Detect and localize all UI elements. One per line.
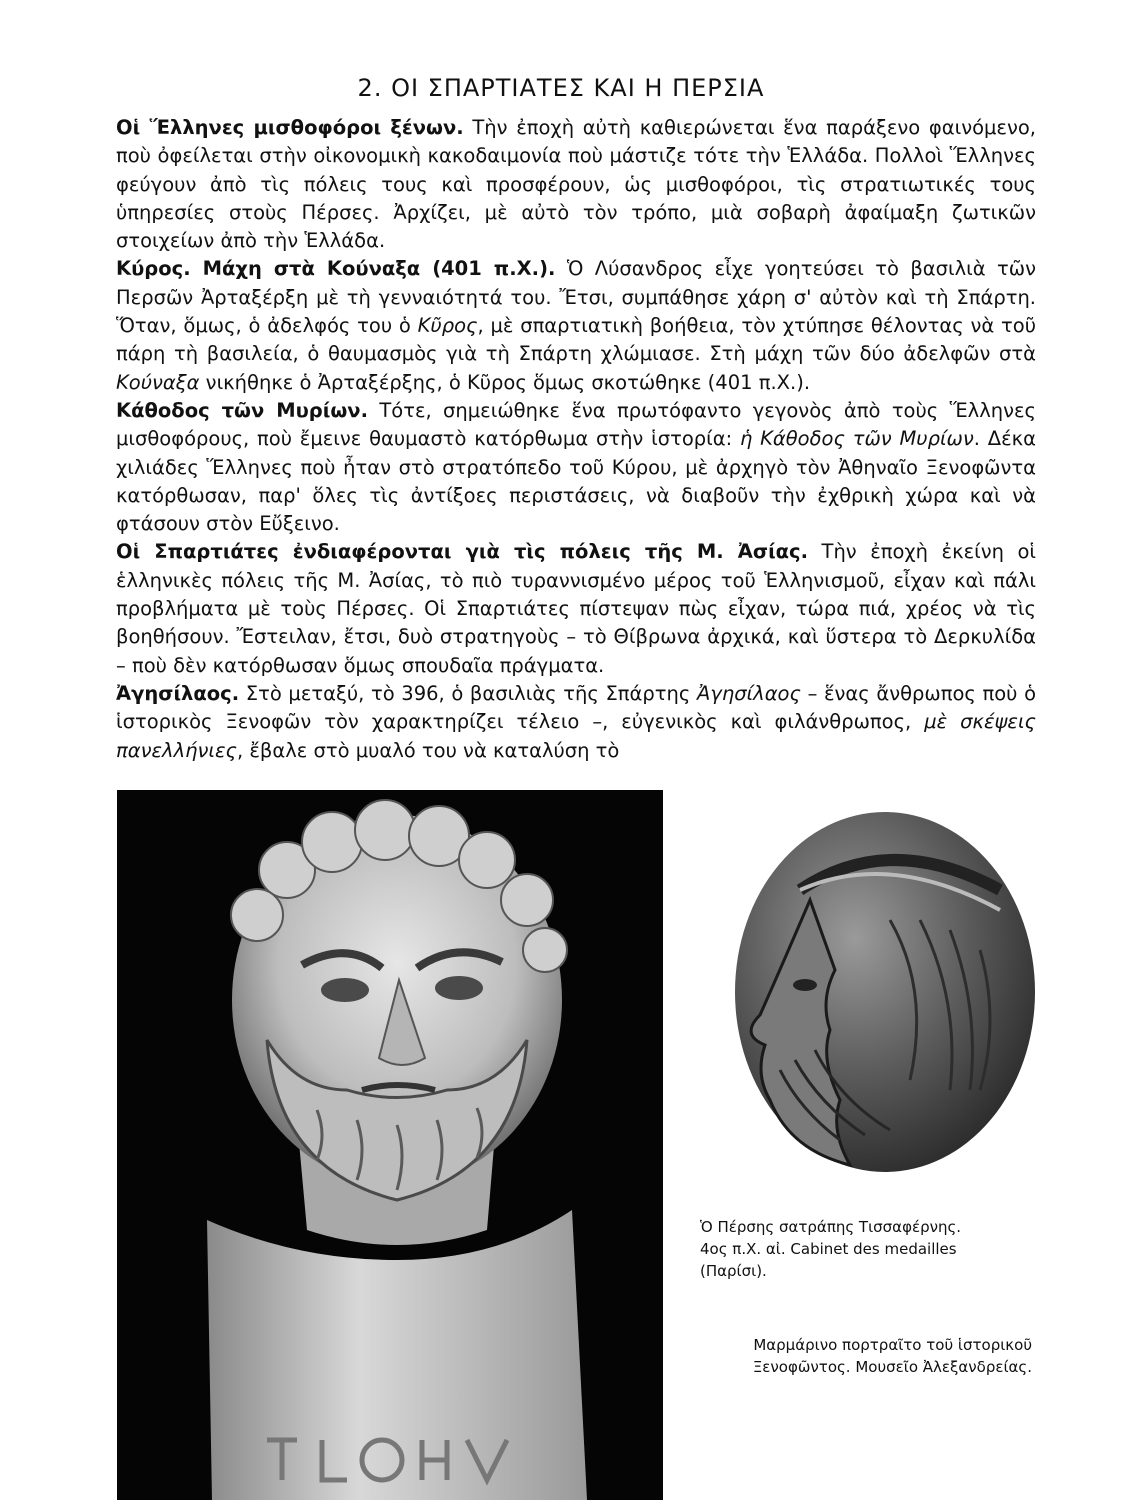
paragraph-heading: Κύρος. Μάχη στὰ Κούναξα (401 π.Χ.). — [116, 257, 556, 281]
paragraph-text: . Δέκα χιλιάδες Ἕλληνες ποὺ ἦταν στὸ στρατόπεδο τοῦ Κύρου, μὲ ἀρχηγὸ τὸν Ἀθηναῖο Ξενοφῶντα κατόρθωσαν, παρ' ὅλες τὶς ἀντίξοες περιστάσεις, νὰ διαβοῦν τὴν ἐχθρικὴ χώρα καὶ νὰ φτάσουν στὸν Εὔξεινο. — [116, 427, 1037, 536]
paragraph-ten-thousand — [116, 397, 1036, 538]
paragraph-text: – ἕνας ἄνθρωπος ποὺ ὁ ἱστορικὸς Ξενοφῶν τὸν χαρακτηρίζει τέλειο –, εὐγενικὸς καὶ φιλάνθρωπος, — [116, 681, 1037, 734]
tissaphernes-coin — [700, 800, 1040, 1200]
paragraph-text: , ἔβαλε στὸ μυαλό του νὰ καταλύση τὸ — [236, 738, 620, 762]
caption-line: Ὁ Πέρσης σατράπης Τισσαφέρνης. — [700, 1218, 962, 1236]
paragraph-mercenaries — [116, 114, 1036, 255]
caption-line: 4ος π.Χ. αἰ. Cabinet des medailles — [700, 1240, 957, 1258]
italic-term: Ἀγησίλαος — [696, 681, 801, 705]
paragraph-heading: Οἱ Σπαρτιάτες ἐνδιαφέρονται γιὰ τὶς πόλεις τῆς Μ. Ἀσίας. — [116, 540, 809, 564]
paragraph-text: νικήθηκε ὁ Ἀρταξέρξης, ὁ Κῦρος ὅμως σκοτώθηκε (401 π.Χ.). — [199, 370, 811, 394]
caption-line: (Παρίσι). — [700, 1262, 767, 1280]
bust-illustration — [117, 790, 663, 1500]
paragraph-text: Στὸ μεταξύ, τὸ 396, ὁ βασιλιὰς τῆς Σπάρτης — [239, 681, 697, 705]
caption-line: Μαρμάρινο πορτραῖτο τοῦ ἱστορικοῦ — [753, 1336, 1032, 1354]
paragraph-text: Τὴν ἐποχὴ αὐτὴ καθιερώνεται ἕνα παράξενο φαινόμενο, ποὺ ὀφείλεται στὴν οἰκονομικὴ κακοδαιμονία ποὺ μάστιζε τότε τὴν Ἑλλάδα. Πολλοὶ Ἕλληνες φεύγουν ἀπὸ τὶς πόλεις τους καὶ προσφέρουν, ὡς μισθοφόροι, τὶς στρατιωτικές τους ὑπηρεσίες στοὺς Πέρσες. Ἀρχίζει, μὲ αὐτὸ τὸν τρόπο, μιὰ σοβαρὴ ἀφαίμαξη ζωτικῶν στοιχείων ἀπὸ τὴν Ἑλλάδα. — [116, 116, 1036, 253]
paragraph-asia-minor — [116, 538, 1036, 679]
paragraph-cyrus — [116, 255, 1036, 396]
paragraph-text: Τότε, σημειώθηκε ἕνα πρωτόφαντο γεγονὸς ἀπὸ τοὺς Ἕλληνες μισθοφόρους, ποὺ ἔμεινε θαυμαστὸ κατόρθωμα στὴν ἱστορία: — [116, 398, 1036, 451]
paragraph-text: Τὴν ἐποχὴ ἐκείνη οἱ ἑλληνικὲς πόλεις τῆς Μ. Ἀσίας, τὸ πιὸ τυραννισμένο μέρος τοῦ Ἑλληνισμοῦ, εἶχαν καὶ πάλι προβλήματα μὲ τοὺς Πέρσες. Οἱ Σπαρτιάτες πίστεψαν πὼς εἶχαν, τώρα πιά, χρέος νὰ τὶς βοηθήσουν. Ἔστειλαν, ἔτσι, δυὸ στρατηγοὺς – τὸ Θίβρωνα ἀρχικά, καὶ ὕστερα τὸ Δερκυλίδα – ποὺ δὲν κατόρθωσαν ὅμως σπουδαῖα πράγματα. — [116, 540, 1036, 677]
paragraph-agesilaus — [116, 680, 1036, 765]
paragraph-text: Ὁ Λύσανδρος εἶχε γοητεύσει τὸ βασιλιὰ τῶν Περσῶν Ἀρταξέρξη μὲ τὴ γενναιότητά του. Ἔτσι, συμπάθησε χάρη σ' αὐτὸν καὶ τὴ Σπάρτη. Ὅταν, ὅμως, ὁ ἀδελφός του ὁ — [116, 257, 1036, 338]
italic-term: Κῦρος — [417, 314, 478, 338]
italic-term: Κούναξα — [116, 370, 200, 394]
page-title: 2. ΟΙ ΣΠΑΡΤΙΑΤΕΣ ΚΑΙ Η ΠΕΡΣΙΑ — [357, 74, 765, 102]
paragraph-heading: Οἱ Ἕλληνες μισθοφόροι ξένων. — [116, 116, 464, 139]
italic-term: μὲ σκέψεις πανελλήνιες — [116, 710, 1037, 762]
paragraph-text: , μὲ σπαρτιατικὴ βοήθεια, τὸν χτύπησε θέλοντας νὰ τοῦ πάρη τὴ βασιλεία, ὁ θαυμασμὸς γιὰ τὴ Σπάρτη χλώμιασε. Στὴ μάχη τῶν δύο ἀδελφῶν στὰ — [116, 314, 1036, 366]
bust-caption — [640, 1334, 1032, 1378]
italic-term: ἡ Κάθοδος τῶν Μυρίων — [739, 427, 974, 451]
paragraph-heading: Κάθοδος τῶν Μυρίων. — [116, 398, 369, 422]
xenophon-bust-photo — [117, 790, 663, 1500]
caption-line: Ξενοφῶντος. Μουσεῖο Ἀλεξανδρείας. — [752, 1358, 1032, 1376]
coin-caption — [690, 1216, 1045, 1282]
paragraph-heading: Ἀγησίλαος. — [116, 681, 240, 705]
coin-illustration — [700, 800, 1040, 1200]
text-column — [116, 114, 1036, 765]
